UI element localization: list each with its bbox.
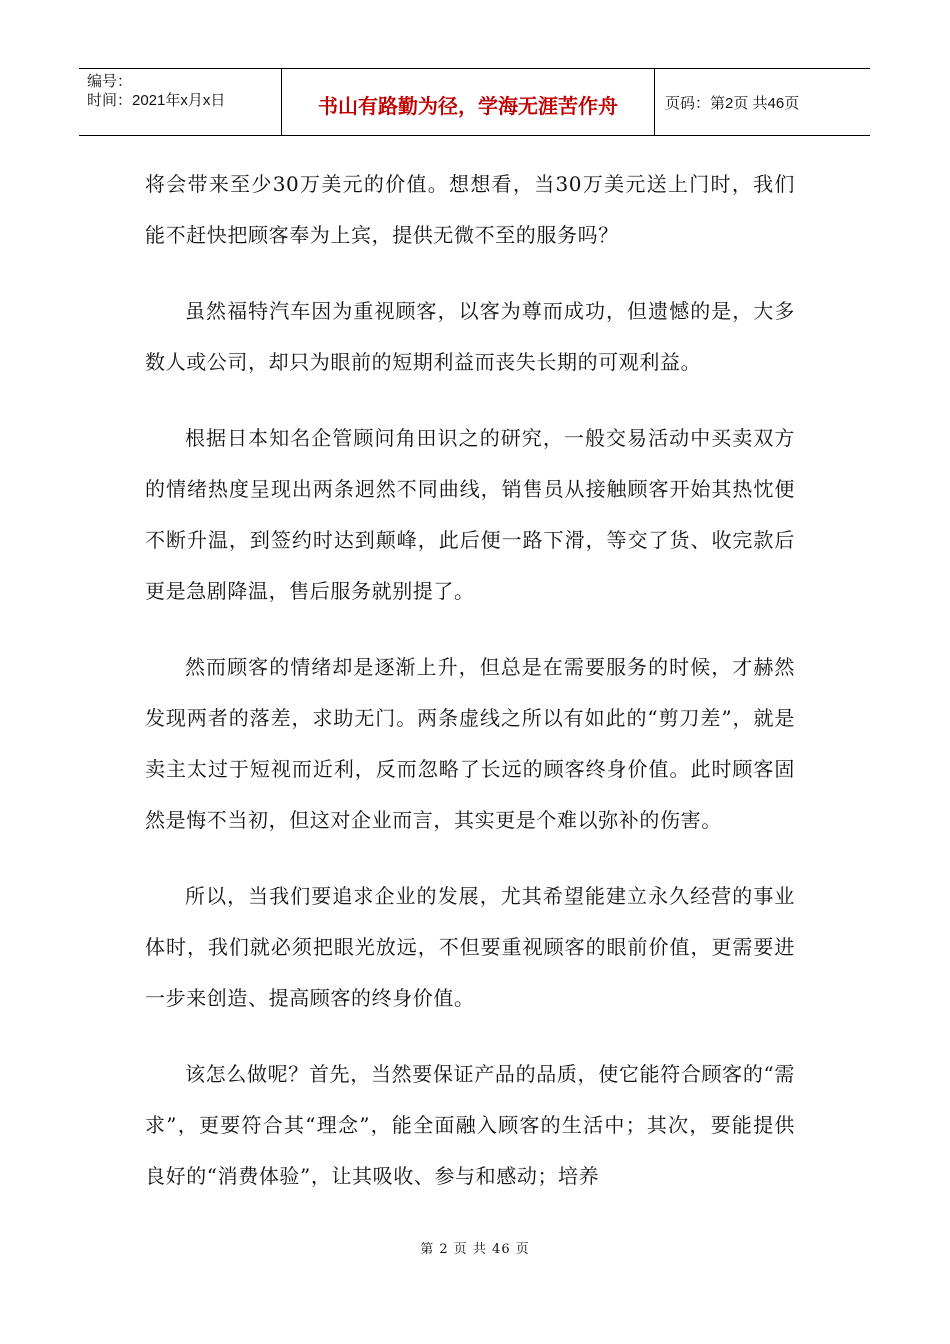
paragraph: 该怎么做呢？首先，当然要保证产品的品质，使它能符合顾客的“需求”，更要符合其“理念”，能全面融入顾客的生活中；其次，要能提供良好的“消费体验”，让其吸收、参与和感动；培养 [145, 1062, 795, 1188]
page-footer: 第 2 页 共 46 页 [420, 1242, 530, 1257]
header-motto: 书山有路勤为径，学海无涯苦作舟 [282, 69, 655, 135]
header-page-info: 页码：第2页 共46页 [665, 94, 800, 112]
document-body [145, 159, 795, 1227]
paragraph: 所以，当我们要追求企业的发展，尤其希望能建立永久经营的事业体时，我们就必须把眼光放远，不但要重视顾客的眼前价值，更需要进一步来创造、提高顾客的终身价值。 [145, 884, 795, 1010]
paragraph: 根据日本知名企管顾问角田识之的研究，一般交易活动中买卖双方的情绪热度呈现出两条迥然不同曲线，销售员从接触顾客开始其热忱便不断升温，到签约时达到颠峰，此后便一路下滑，等交了货、收完款后更是急剧降温，售后服务就别提了。 [145, 426, 795, 603]
page-header [79, 68, 870, 136]
document-number-label: 编号： [87, 73, 133, 90]
paragraph: 虽然福特汽车因为重视顾客，以客为尊而成功，但遗憾的是，大多数人或公司，却只为眼前的短期利益而丧失长期的可观利益。 [145, 299, 795, 374]
paragraph: 然而顾客的情绪却是逐渐上升，但总是在需要服务的时候，才赫然发现两者的落差，求助无门。两条虚线之所以有如此的“剪刀差”，就是卖主太过于短视而近利，反而忽略了长远的顾客终身价值。此时顾客固然是悔不当初，但这对企业而言，其实更是个难以弥补的伤害。 [145, 655, 795, 832]
header-meta [79, 69, 282, 135]
paragraph: 将会带来至少30万美元的价值。想想看，当30万美元送上门时，我们能不赶快把顾客奉为上宾，提供无微不至的服务吗？ [145, 172, 795, 247]
document-date: 时间：2021年x月x日 [87, 92, 226, 109]
